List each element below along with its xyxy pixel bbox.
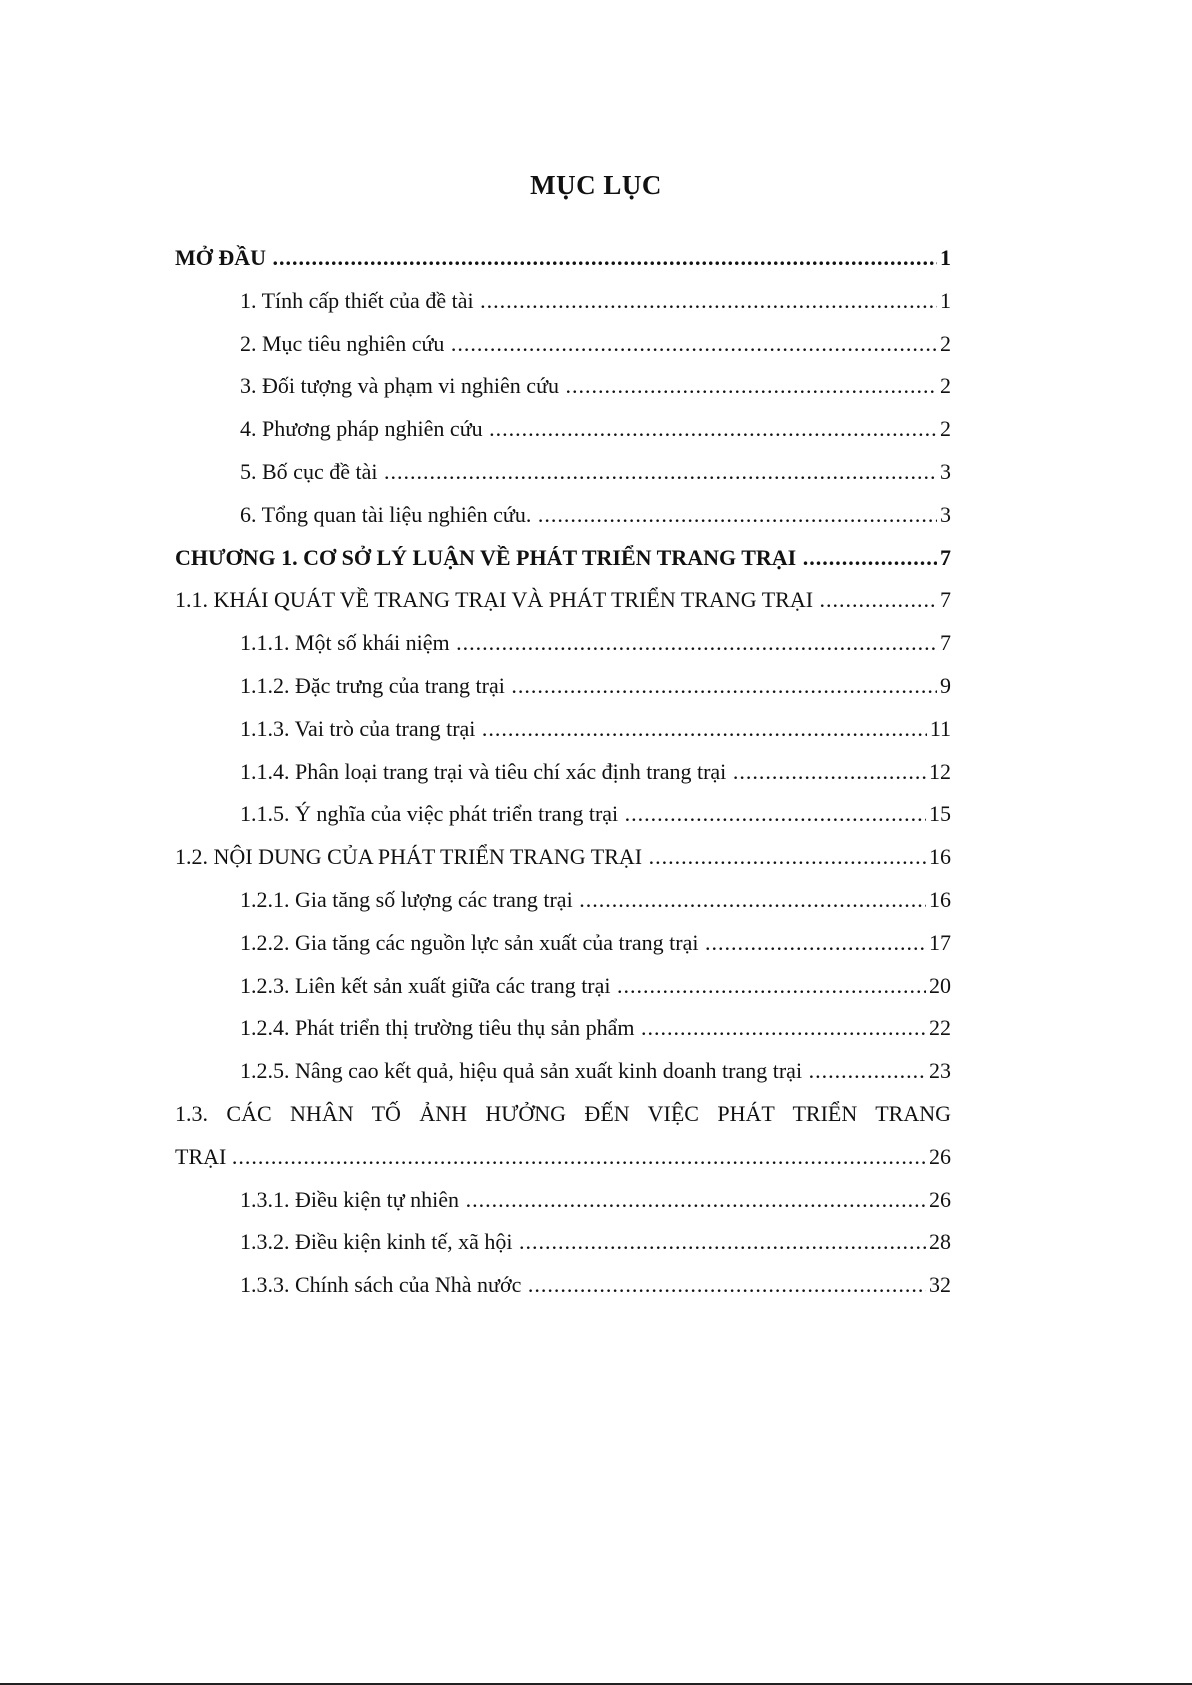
toc-entries-after — [175, 1179, 951, 1307]
toc-entry-page-number: 22 — [926, 1007, 951, 1050]
toc-entry-text: 3. Đối tượng và phạm vi nghiên cứu — [240, 373, 559, 399]
toc-entry-text: 1.2. NỘI DUNG CỦA PHÁT TRIỂN TRANG TRẠI — [175, 844, 643, 870]
toc-entry-page-number: 9 — [937, 665, 951, 708]
toc-entry — [175, 237, 951, 280]
toc-entry-text: MỞ ĐẦU — [175, 245, 267, 270]
toc-entry — [175, 1264, 951, 1307]
toc-entry-text: 2. Mục tiêu nghiên cứu — [240, 330, 445, 356]
toc-entry-text: 1.2.4. Phát triển thị trường tiêu thụ sản phẩm — [240, 1015, 635, 1041]
toc-entry-page-number: 2 — [937, 323, 951, 366]
toc-entry-wrapped-line1 — [175, 1093, 951, 1136]
toc-entries — [175, 237, 951, 1093]
toc-entry-page-number: 7 — [937, 622, 951, 665]
toc-entry-text: CHƯƠNG 1. CƠ SỞ LÝ LUẬN VỀ PHÁT TRIỂN TRANG TRẠI — [175, 544, 797, 570]
toc-entry — [175, 579, 951, 622]
toc-entry — [175, 537, 951, 580]
toc-entry — [175, 1179, 951, 1222]
toc-entry-page-number: 3 — [937, 494, 951, 537]
toc-entry — [175, 793, 951, 836]
toc-entry-text: 1.1.2. Đặc trưng của trang trại — [240, 672, 505, 698]
toc-entry-text: 1.1.3. Vai trò của trang trại — [240, 715, 476, 741]
toc-entry-page-number: 1 — [937, 280, 951, 323]
toc-entry-page-number: 7 — [937, 579, 951, 622]
toc-entry — [175, 922, 951, 965]
toc-entry-text: 1.1. KHÁI QUÁT VỀ TRANG TRẠI VÀ PHÁT TRIỂN TRANG TRẠI — [175, 587, 814, 613]
toc-entry-text: 1.2.2. Gia tăng các nguồn lực sản xuất của trang trại — [240, 929, 699, 955]
toc-entry — [175, 451, 951, 494]
toc-entry — [175, 1007, 951, 1050]
page-title: MỤC LỤC — [530, 170, 662, 200]
toc-entry — [175, 1050, 951, 1093]
toc-entry-page-number: 7 — [937, 537, 951, 580]
toc-entry-page-number: 11 — [927, 708, 951, 751]
toc-entry — [175, 751, 951, 794]
toc-entry — [175, 323, 951, 366]
table-of-contents — [175, 237, 951, 1307]
toc-entry-page-number: 2 — [937, 365, 951, 408]
toc-entry — [175, 280, 951, 323]
toc-entry-wrapped-text-line2: TRẠI — [175, 1143, 227, 1169]
toc-entry — [175, 1221, 951, 1264]
toc-entry-page-number: 12 — [926, 751, 951, 794]
toc-entry-text: 1.2.5. Nâng cao kết quả, hiệu quả sản xuất kinh doanh trang trại — [240, 1058, 803, 1084]
toc-entry — [175, 494, 951, 537]
toc-entry — [175, 622, 951, 665]
toc-entry-text: 1.3.1. Điều kiện tự nhiên — [240, 1186, 460, 1212]
toc-entry-page-number: 26 — [926, 1179, 951, 1222]
toc-entry-page-number: 26 — [926, 1136, 951, 1179]
toc-entry-page-number: 32 — [926, 1264, 951, 1307]
toc-entry — [175, 408, 951, 451]
toc-entry-wrapped-line2 — [175, 1136, 951, 1179]
toc-entry-page-number: 3 — [937, 451, 951, 494]
toc-entry — [175, 708, 951, 751]
toc-entry-page-number: 16 — [926, 879, 951, 922]
toc-entry-page-number: 20 — [926, 965, 951, 1008]
toc-entry — [175, 836, 951, 879]
toc-entry-page-number: 1 — [937, 237, 951, 280]
toc-entry-text: 1.2.1. Gia tăng số lượng các trang trại — [240, 886, 573, 912]
toc-entry — [175, 365, 951, 408]
toc-entry-text: 1.2.3. Liên kết sản xuất giữa các trang trại — [240, 972, 611, 998]
toc-entry-text: 1.1.4. Phân loại trang trại và tiêu chí xác định trang trại — [240, 758, 727, 784]
toc-entry-text: 1.1.5. Ý nghĩa của việc phát triển trang trại — [240, 801, 619, 827]
toc-entry-text: 1.3.3. Chính sách của Nhà nước — [240, 1272, 522, 1298]
toc-entry-page-number: 28 — [926, 1221, 951, 1264]
toc-entry-text: 1. Tính cấp thiết của đề tài — [240, 287, 474, 313]
toc-entry-page-number: 2 — [937, 408, 951, 451]
toc-entry-text: 5. Bố cục đề tài — [240, 458, 378, 484]
toc-entry-page-number: 15 — [926, 793, 951, 836]
toc-entry — [175, 965, 951, 1008]
toc-entry-page-number: 16 — [926, 836, 951, 879]
toc-entry-text: 1.3.2. Điều kiện kinh tế, xã hội — [240, 1229, 513, 1255]
toc-entry-page-number: 23 — [926, 1050, 951, 1093]
toc-entry — [175, 879, 951, 922]
toc-entry-wrapped-text-line1: 1.3. CÁC NHÂN TỐ ẢNH HƯỞNG ĐẾN VIỆC PHÁT TRIỂN TRANG — [175, 1100, 951, 1126]
toc-entry — [175, 665, 951, 708]
toc-entry-text: 6. Tổng quan tài liệu nghiên cứu. — [240, 501, 532, 527]
toc-entry-text: 1.1.1. Một số khái niệm — [240, 630, 450, 656]
toc-entry-page-number: 17 — [926, 922, 951, 965]
toc-entry-text: 4. Phương pháp nghiên cứu — [240, 416, 483, 442]
